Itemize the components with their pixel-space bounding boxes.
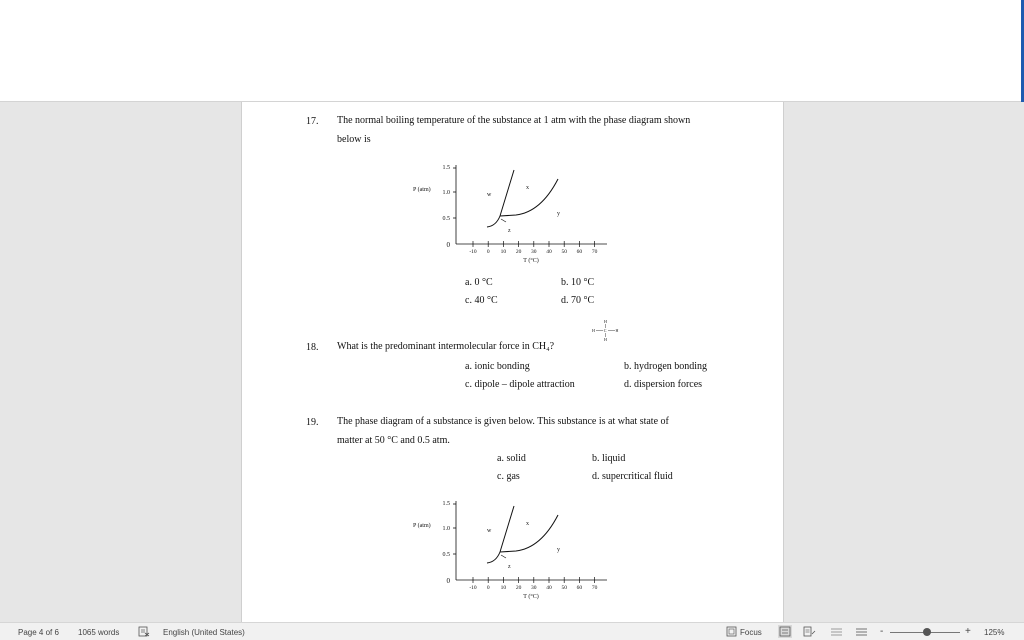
word-count-status[interactable]: 1065 words xyxy=(78,628,120,637)
q17-option-d: d. 70 °C xyxy=(561,295,595,306)
q19-number: 19. xyxy=(306,417,319,428)
q17-option-b: b. 10 °C xyxy=(561,277,595,288)
methane-h-top: H xyxy=(604,319,607,324)
q19-diagram-xlabel: T (°C) xyxy=(523,594,539,600)
status-bar xyxy=(0,622,1024,640)
q19-diagram-xtick: 40 xyxy=(546,585,552,591)
q19-diagram-xtick: 20 xyxy=(515,585,522,591)
q19-diagram-ytick: 0 xyxy=(446,577,450,585)
q17-diagram-xtick: -10 xyxy=(469,249,477,255)
q17-diagram-ytick: 1.0 xyxy=(442,190,450,196)
q19-diagram-ytick: 0.5 xyxy=(442,552,450,558)
q17-diagram-xtick: 10 xyxy=(500,249,507,255)
q18-text: What is the predominant intermolecular force in CH₄? xyxy=(337,341,555,352)
q19-region-label-y: y xyxy=(557,547,560,553)
q17-region-label-w: w xyxy=(487,192,492,198)
q17-diagram-xtick: 0 xyxy=(486,249,490,255)
focus-icon[interactable] xyxy=(726,626,737,637)
q19-region-label-x: x xyxy=(526,521,529,527)
q19-diagram-ylabel: P (atm) xyxy=(413,523,431,529)
q17-text-line2: below is xyxy=(337,134,371,145)
q17-option-a: a. 0 °C xyxy=(465,277,493,288)
q17-diagram-xtick: 20 xyxy=(515,249,522,255)
q17-diagram-xtick: 60 xyxy=(576,249,583,255)
methane-c: C xyxy=(603,328,607,333)
focus-button[interactable]: Focus xyxy=(740,628,762,637)
methane-h-right: H xyxy=(615,328,619,333)
q19-diagram-ytick: 1.0 xyxy=(442,526,450,532)
q17-option-c: c. 40 °C xyxy=(465,295,498,306)
zoom-level[interactable]: 125% xyxy=(984,628,1005,637)
zoom-slider-thumb[interactable] xyxy=(923,628,931,636)
q19-region-label-w: w xyxy=(487,528,492,534)
q17-diagram-ytick: 0.5 xyxy=(442,216,450,222)
zoom-in-button[interactable]: + xyxy=(965,626,971,637)
print-layout-icon[interactable] xyxy=(803,626,816,637)
q17-region-label-z: z xyxy=(508,228,511,234)
document-canvas[interactable] xyxy=(0,102,1024,622)
zoom-out-button[interactable]: - xyxy=(880,626,884,637)
q17-region-label-y: y xyxy=(557,211,560,217)
q19-option-d: d. supercritical fluid xyxy=(592,471,673,482)
q17-diagram-xtick: 40 xyxy=(546,249,552,255)
q19-diagram-xtick: -10 xyxy=(469,585,477,591)
q19-diagram-xtick: 60 xyxy=(576,585,583,591)
q19-option-b: b. liquid xyxy=(592,453,626,464)
q17-diagram-xlabel: T (°C) xyxy=(523,258,539,264)
methane-h-left: H xyxy=(592,328,595,333)
q17-diagram-ylabel: P (atm) xyxy=(413,187,431,193)
q19-diagram-ytick: 1.5 xyxy=(442,501,450,507)
q18-option-c: c. dipole – dipole attraction xyxy=(465,379,575,390)
proofing-icon[interactable] xyxy=(138,626,150,637)
q17-diagram-xtick: 50 xyxy=(561,249,567,255)
q17-diagram-ytick: 1.5 xyxy=(442,165,450,171)
q19-diagram-xtick: 0 xyxy=(486,585,490,591)
q19-diagram-xtick: 70 xyxy=(591,585,598,591)
q19-text-line1: The phase diagram of a substance is given below. This substance is at what state of xyxy=(337,416,669,427)
q19-region-label-z: z xyxy=(508,564,511,570)
language-status[interactable]: English (United States) xyxy=(163,628,245,637)
q17-text-line1: The normal boiling temperature of the substance at 1 atm with the phase diagram shown xyxy=(337,115,691,126)
page-count-status[interactable]: Page 4 of 6 xyxy=(18,628,59,637)
q18-number: 18. xyxy=(306,342,319,353)
q17-diagram-xtick: 30 xyxy=(531,249,537,255)
q18-option-d: d. dispersion forces xyxy=(624,379,703,390)
q19-diagram-xtick: 10 xyxy=(500,585,507,591)
q17-diagram-ytick: 0 xyxy=(446,241,450,249)
read-mode-icon[interactable] xyxy=(778,625,792,638)
methane-h-bottom: H xyxy=(604,337,607,342)
outline-view-icon[interactable] xyxy=(855,626,868,637)
methane-structure-image xyxy=(591,318,621,346)
web-layout-icon[interactable] xyxy=(830,626,843,637)
ribbon-area xyxy=(0,0,1024,102)
q17-phase-diagram xyxy=(410,162,610,266)
q19-phase-diagram xyxy=(410,498,610,602)
q17-diagram-xtick: 70 xyxy=(591,249,598,255)
q18-option-b: b. hydrogen bonding xyxy=(624,361,708,372)
q19-option-c: c. gas xyxy=(497,471,520,482)
q19-option-a: a. solid xyxy=(497,453,526,464)
q18-option-a: a. ionic bonding xyxy=(465,361,530,372)
q17-region-label-x: x xyxy=(526,185,529,191)
q17-number: 17. xyxy=(306,116,319,127)
q19-diagram-xtick: 30 xyxy=(531,585,537,591)
q19-diagram-xtick: 50 xyxy=(561,585,567,591)
document-page[interactable] xyxy=(241,102,784,622)
q19-text-line2: matter at 50 °C and 0.5 atm. xyxy=(337,435,450,446)
